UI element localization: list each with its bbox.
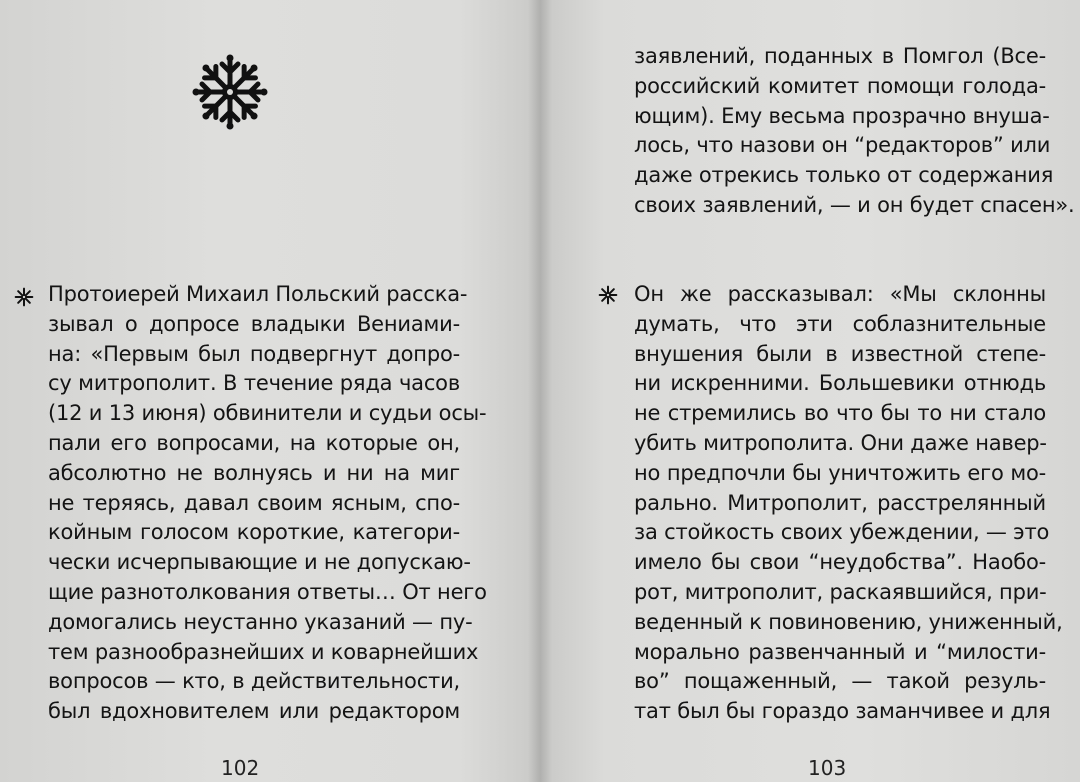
text-line: даже отрекись только от содержания (634, 163, 1054, 188)
right-continuation-paragraph (634, 42, 1075, 221)
snowflake-bullet-icon (14, 287, 34, 307)
text-line: заявлений, поданных в Помгол (Все- (634, 44, 1046, 68)
text-line: щие разнотолкования ответы… От него (48, 579, 487, 604)
text-line: не теряясь, давал своим ясным, спо- (48, 490, 460, 515)
text-line: пали его вопросами, на которые он, (48, 430, 460, 455)
text-line: Протоиерей Михаил Польский расска- (48, 282, 468, 306)
text-line: но предпочли бы уничтожить его мо- (634, 460, 1046, 485)
snowflake-bullet-icon (598, 285, 618, 305)
text-line: убить митрополита. Они даже навер- (634, 430, 1047, 455)
text-line: лось, что назови он “редакторов” или (634, 133, 1051, 158)
text-line: койным голосом короткие, категори- (48, 520, 460, 545)
text-line: не стремились во что бы то ни стало (634, 401, 1046, 426)
text-line: домогались неустанно указаний — пу- (48, 609, 473, 634)
text-line: во” пощаженный, — такой резуль- (634, 669, 1046, 694)
text-line: ни искренними. Большевики отнюдь (634, 371, 1046, 396)
snowflake-ornament-icon (190, 52, 270, 132)
text-line: рот, митрополит, раскаявшийся, при- (634, 579, 1047, 604)
text-line: российский комитет помощи голода- (634, 73, 1046, 98)
text-line: су митрополит. В течение ряда часов (48, 371, 460, 396)
right-paragraph (634, 280, 1063, 727)
text-line: на: «Первым был подвергнут допро- (48, 341, 460, 366)
text-line: морально развенчанный и “милости- (634, 639, 1046, 664)
text-line: был вдохновителем или редактором (48, 699, 460, 724)
text-line: тем разнообразнейших и коварнейших (48, 639, 479, 664)
text-line: зывал о допросе владыки Вениами- (48, 311, 460, 336)
text-line: вопросов — кто, в действительности, (48, 669, 460, 694)
text-line: рально. Митрополит, расстрелянный (634, 490, 1046, 515)
text-line: (12 и 13 июня) обвинители и судьи осы- (48, 401, 487, 426)
text-line: ющим). Ему весьма прозрачно внуша- (634, 103, 1050, 128)
text-line: абсолютно не волнуясь и ни на миг (48, 460, 460, 485)
text-line: за стойкость своих убеждении, — это (634, 520, 1050, 545)
text-line: думать, что эти соблазнительные (634, 311, 1046, 336)
text-line: своих заявлений, — и он будет спасен». (634, 192, 1075, 217)
book-gutter (528, 0, 552, 782)
left-paragraph (48, 280, 487, 727)
page-number-left: 102 (221, 756, 260, 780)
text-line: веденный к повиновению, униженный, (634, 609, 1063, 634)
text-line: внушения были в известной степе- (634, 341, 1046, 366)
text-line: имело бы свои “неудобства”. Наобо- (634, 550, 1046, 575)
page-number-right: 103 (808, 756, 847, 780)
text-line: тат был бы гораздо заманчивее и для (634, 699, 1051, 724)
text-line: чески исчерпывающие и не допускаю- (48, 550, 471, 575)
text-line: Он же рассказывал: «Мы склонны (634, 282, 1046, 306)
